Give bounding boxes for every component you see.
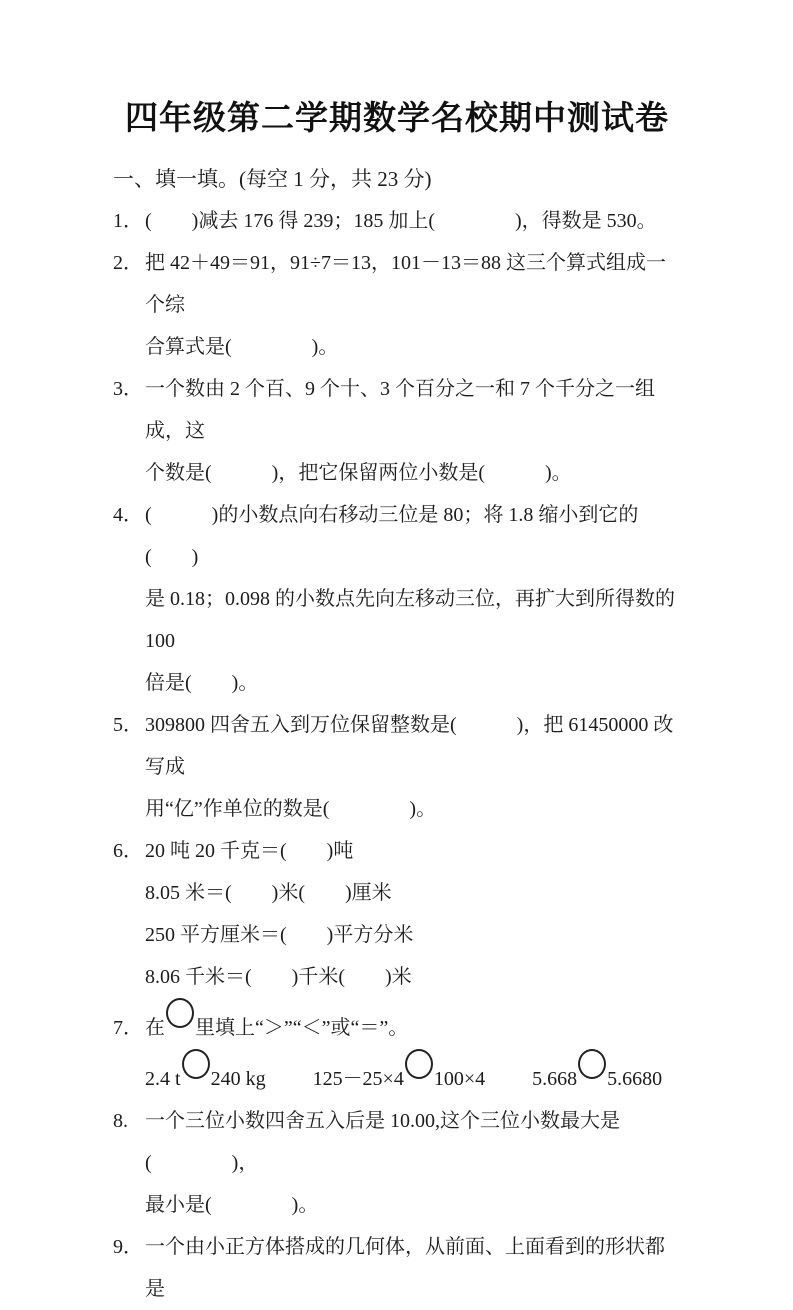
question-3 [113, 368, 681, 494]
question-line: 8.06 千米＝( )千米( )米 [145, 966, 412, 988]
test-paper-page [0, 88, 793, 1300]
question-6 [113, 830, 681, 998]
question-text: ( )的小数点向右移动三位是 80；将 1.8 缩小到它的( ) [145, 504, 639, 568]
question-line [113, 242, 681, 326]
comparison-right: 5.6680 [607, 1068, 663, 1090]
question-text: 一个三位小数四舍五入后是 10.00,这个三位小数最大是( )， [145, 1110, 620, 1174]
question-line [113, 200, 681, 242]
question-line: 个数是( )，把它保留两位小数是( )。 [145, 462, 572, 484]
question-number: 5． [113, 714, 143, 736]
question-text: 20 吨 20 千克＝( )吨 [145, 840, 354, 862]
question-text: ( )减去 176 得 239；185 加上( )，得数是 530。 [145, 210, 657, 232]
question-2 [113, 242, 681, 368]
question-number: 4． [113, 504, 143, 526]
question-number: 9． [113, 1236, 143, 1258]
question-8 [113, 1100, 681, 1226]
question-line [113, 1100, 681, 1184]
comparison-left: 125－25×4 [312, 1068, 404, 1090]
comparison-left: 2.4 t [145, 1068, 181, 1090]
question-line: 250 平方厘米＝( )平方分米 [145, 924, 414, 946]
question-number: 2． [113, 252, 143, 274]
comparison-left: 5.668 [532, 1068, 578, 1090]
comparison-item [532, 1068, 662, 1090]
question-line [113, 998, 681, 1049]
question-line: 倍是( )。 [145, 672, 259, 694]
compare-circle-blank-icon [182, 1049, 210, 1079]
question-line [113, 1226, 681, 1310]
question-line: 合算式是( )。 [145, 336, 339, 358]
question-line: 是 0.18；0.098 的小数点先向左移动三位，再扩大到所得数的 100 [145, 588, 675, 652]
question-line: 最小是( )。 [145, 1194, 319, 1216]
page-title: 四年级第二学期数学名校期中测试卷 [125, 99, 669, 136]
question-line: 用“亿”作单位的数是( )。 [145, 798, 437, 820]
comparison-right: 240 kg [210, 1068, 266, 1090]
question-5 [113, 704, 681, 830]
question-number: 3． [113, 378, 143, 400]
question-7 [113, 998, 681, 1100]
question-number: 6． [113, 840, 143, 862]
question-1 [113, 200, 681, 242]
question-number: 8. [113, 1110, 128, 1132]
question-text: 把 42＋49＝91，91÷7＝13，101－13＝88 这三个算式组成一个综 [145, 252, 666, 316]
question-number: 1． [113, 210, 143, 232]
question-line [113, 368, 681, 452]
compare-circle-blank-icon [405, 1049, 433, 1079]
question-number: 7． [113, 1017, 143, 1039]
question-line [113, 494, 681, 578]
comparison-item [145, 1068, 266, 1090]
comparison-item [313, 1068, 486, 1090]
question-text: 在 [145, 1017, 165, 1039]
comparison-right: 100×4 [433, 1068, 486, 1090]
question-9 [113, 1226, 681, 1310]
compare-circle-blank-icon [166, 998, 194, 1028]
section-heading: 一、填一填。(每空 1 分，共 23 分) [113, 167, 432, 191]
question-4 [113, 494, 681, 704]
question-text: 一个由小正方体搭成的几何体，从前面、上面看到的形状都是 [145, 1236, 665, 1300]
question-text: 309800 四舍五入到万位保留整数是( )，把 61450000 改写成 [145, 714, 674, 778]
question-line: 8.05 米＝( )米( )厘米 [145, 882, 392, 904]
question-line [113, 830, 681, 872]
question-text: 一个数由 2 个百、9 个十、3 个百分之一和 7 个千分之一组成，这 [145, 378, 655, 442]
question-text: 里填上“＞”“＜”或“＝”。 [195, 1017, 409, 1039]
compare-circle-blank-icon [578, 1049, 606, 1079]
comparison-line [145, 1049, 681, 1100]
question-line [113, 704, 681, 788]
